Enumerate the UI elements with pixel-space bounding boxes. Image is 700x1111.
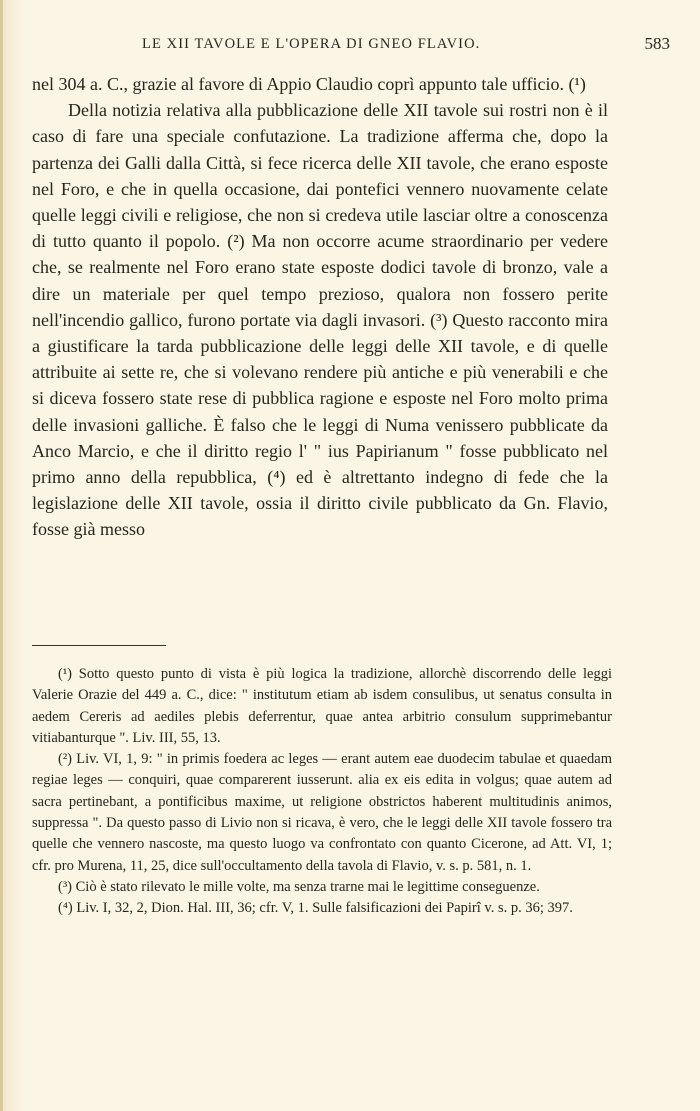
paragraph: Della notizia relativa alla pubblicazione delle XII tavole sui rostri non è il caso di fare una speciale confutazione. La tradizione afferma che, dopo la partenza dei Galli dalla Città, si fece ricerca delle XII tavole, che erano esposte nel Foro, e che in quella occasione, dai pontefici vennero nuovamente celate quelle leggi civili e religiose, che non si credeva utile lasciar oltre a conoscenza di tutto quanto il popolo. (²) Ma non occorre acume straordinario per vedere che, se realmente nel Foro erano state esposte dodici tavole di bronzo, vale a dire un materiale per quel tempo prezioso, qualora non fossero perite nell'incendio gallico, furono portate via dagli invasori. (³) Questo racconto mira a giustificare la tarda pubblicazione delle leggi delle XII tavole, e di quelle attribuite ai sette re, che si volevano rendere più antiche e più venerabili e che si diceva fossero state rese di pubblica ragione e esposte nel Foro molto prima delle invasioni galliche. È falso che le leggi di Numa venissero pubblicate da Anco Marcio, e che il diritto regio l' " ius Papirianum " fosse pubblicato nel primo anno della repubblica, (⁴) ed è altrettanto indegno di fede che la legislazione delle XII tavole, ossia il diritto civile pubblicato da Gn. Flavio, fosse già messo bbox=[32, 100, 608, 540]
footnotes bbox=[32, 664, 612, 920]
footnote-4: (⁴) Liv. I, 32, 2, Dion. Hal. III, 36; cfr. V, 1. Sulle falsificazioni dei Papirî v. s. p. 36; 397. bbox=[58, 900, 573, 917]
paragraph: nel 304 a. C., grazie al favore di Appio Claudio coprì appunto tale ufficio. (¹) bbox=[32, 74, 586, 94]
running-title: LE XII TAVOLE E L'OPERA DI GNEO FLAVIO. bbox=[142, 36, 481, 52]
footnote-2: (²) Liv. VI, 1, 9: " in primis foedera ac leges — erant autem eae duodecim tabulae et quaedam regiae leges — conquiri, quae comparerent iusserunt. alia ex eis edita in volgus; quae autem ad sacra pertinebant, a pontificibus maxime, ut religione obstrictos haberent multitudinis animos, suppressa ". Da questo passo di Livio non si ricava, è vero, che le leggi delle XII tavole fossero tra quelle che vennero nascoste, ma questo luogo va confrontato con quanto Cicerone, ad Att. VI, 1; cfr. pro Murena, 11, 25, dice sull'occultamento della tavola di Flavio, v. s. p. 581, n. 1. bbox=[32, 751, 612, 874]
running-header bbox=[32, 36, 670, 60]
footnote-3: (³) Ciò è stato rilevato le mille volte, ma senza trarne mai le legittime conseguenze. bbox=[58, 878, 540, 895]
page-number: 583 bbox=[644, 34, 670, 53]
footnote-1: (¹) Sotto questo punto di vista è più logica la tradizione, allorchè discorrendo delle leggi Valerie Orazie del 449 a. C., dice: " institutum etiam ab isdem consulibus, ut senatus consulta in aedem Cereris ad aediles plebis deferrentur, quae antea arbitrio consulum supprimebantur vitiabanturque ". Liv. III, 55, 13. bbox=[32, 666, 612, 746]
footnote-separator bbox=[32, 645, 166, 646]
main-text bbox=[32, 71, 608, 543]
page-edge bbox=[0, 0, 3, 1111]
